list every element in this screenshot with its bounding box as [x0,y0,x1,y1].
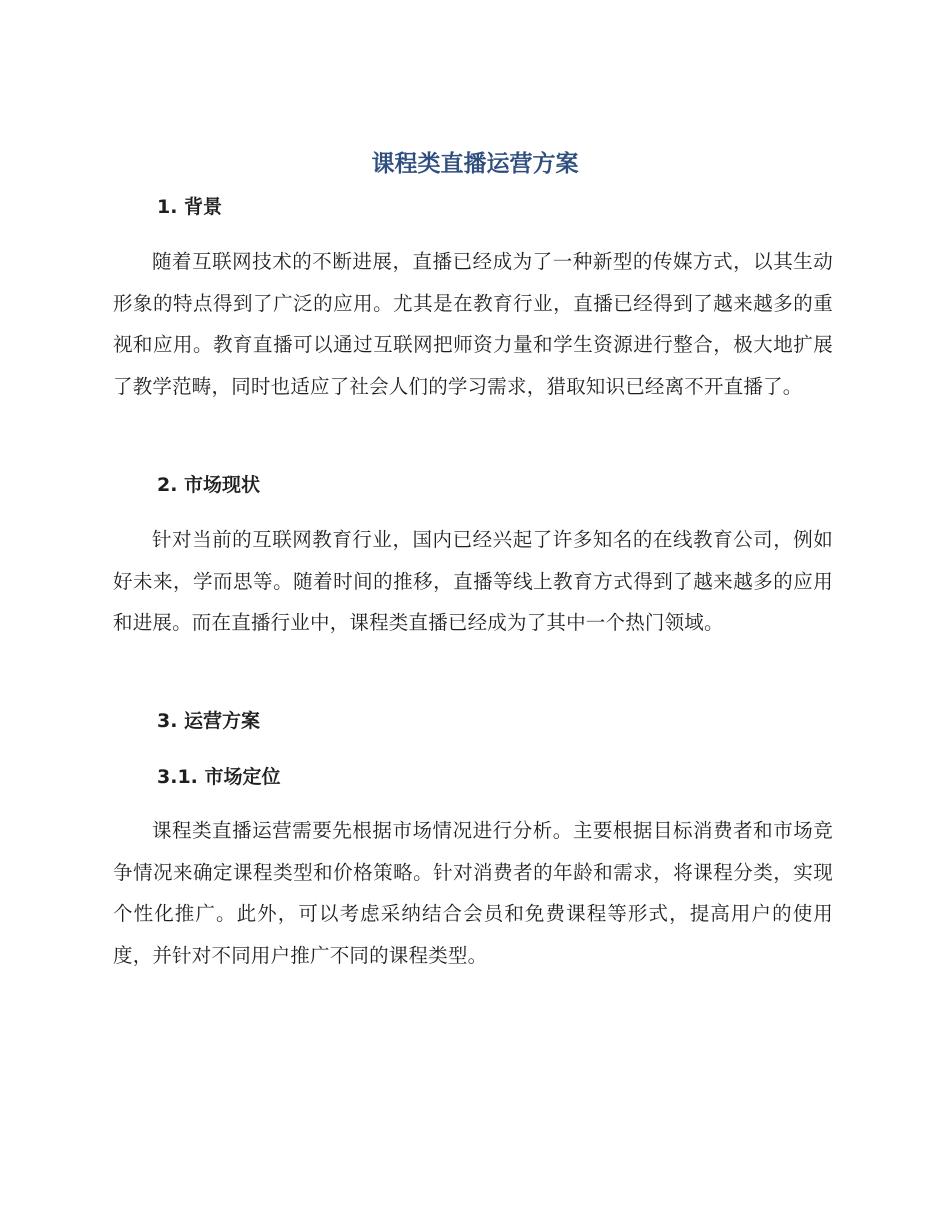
section-heading-market-status: 2. 市场现状 [157,474,261,496]
section-heading-background: 1. 背景 [157,196,223,218]
document-title: 课程类直播运营方案 [371,151,579,177]
section-heading-operation-plan: 3. 运营方案 [157,710,261,732]
section-heading-market-positioning: 3.1. 市场定位 [157,766,281,788]
section-paragraph-background: 随着互联网技术的不断进展，直播已经成为了一种新型的传媒方式，以其生动形象的特点得到了广泛的应用。尤其是在教育行业，直播已经得到了越来越多的重视和应用。教育直播可以通过互联网把师资力量和学生资源进行整合，极大地扩展了教学范畴，同时也适应了社会人们的学习需求，猎取知识已经离不开直播了。 [113,250,833,398]
section-paragraph-market-status: 针对当前的互联网教育行业，国内已经兴起了许多知名的在线教育公司，例如好未来，学而思等。随着时间的推移，直播等线上教育方式得到了越来越多的应用和进展。而在直播行业中，课程类直播已经成为了其中一个热门领域。 [113,528,833,635]
section-paragraph-market-positioning: 课程类直播运营需要先根据市场情况进行分析。主要根据目标消费者和市场竞争情况来确定课程类型和价格策略。针对消费者的年龄和需求，将课程分类，实现个性化推广。此外，可以考虑采纳结合会员和免费课程等形式，提高用户的使用度，并针对不同用户推广不同的课程类型。 [113,819,833,967]
